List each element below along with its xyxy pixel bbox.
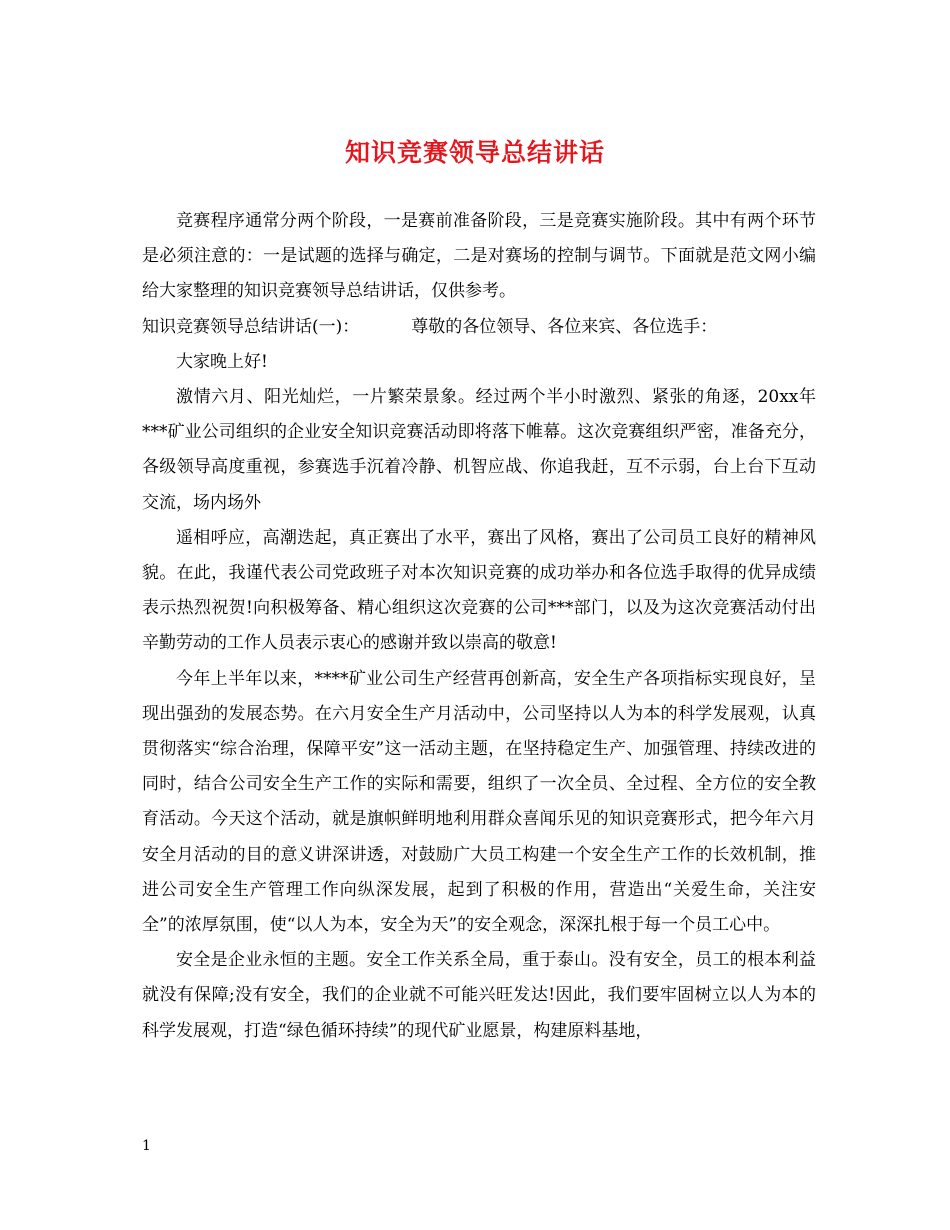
greeting: 大家晚上好! <box>176 351 268 372</box>
document-body <box>142 204 816 1049</box>
body-paragraph: 激情六月、阳光灿烂，一片繁荣景象。经过两个半小时激烈、紧张的角逐，20xx年***矿业公司组织的企业安全知识竞赛活动即将落下帷幕。这次竞赛组织严密，准备充分，各级领导高度重视，参赛选手沉着冷静、机智应战、你追我赶，互不示弱，台上台下互动交流，场内场外 <box>142 387 816 513</box>
document-title: 知识竞赛领导总结讲话 <box>344 138 605 167</box>
body-paragraph: 安全是企业永恒的主题。安全工作关系全局，重于泰山。没有安全，员工的根本利益就没有保障;没有安全，我们的企业就不可能兴旺发达!因此，我们要牢固树立以人为本的科学发展观，打造“绿色循环持续”的现代矿业愿景，构建原料基地， <box>142 950 816 1041</box>
intro-paragraph: 竞赛程序通常分两个阶段，一是赛前准备阶段，三是竞赛实施阶段。其中有两个环节是必须注意的：一是试题的选择与确定，二是对赛场的控制与调节。下面就是范文网小编给大家整理的知识竞赛领导总结讲话，仅供参考。 <box>142 211 816 302</box>
section-heading: 知识竞赛领导总结讲话(一)： <box>142 316 360 337</box>
section-heading-line <box>142 310 816 345</box>
body-paragraph: 遥相呼应，高潮迭起，真正赛出了水平，赛出了风格，赛出了公司员工良好的精神风貌。在此，我谨代表公司党政班子对本次知识竞赛的成功举办和各位选手取得的优异成绩表示热烈祝贺!向积极筹备、精心组织这次竞赛的公司***部门，以及为这次竞赛活动付出辛勤劳动的工作人员表示衷心的感谢并致以崇高的敬意! <box>142 527 816 654</box>
page-number: 1 <box>142 1138 151 1154</box>
salutation: 尊敬的各位领导、各位来宾、各位选手： <box>411 316 718 337</box>
body-paragraph: 今年上半年以来，****矿业公司生产经营再创新高，安全生产各项指标实现良好，呈现出强劲的发展态势。在六月安全生产月活动中，公司坚持以人为本的科学发展观，认真贯彻落实“综合治理，保障平安”这一活动主题，在坚持稳定生产、加强管理、持续改进的同时，结合公司安全生产工作的实际和需要，组织了一次全员、全过程、全方位的安全教育活动。今天这个活动，就是旗帜鲜明地利用群众喜闻乐见的知识竞赛形式，把今年六月安全月活动的目的意义讲深讲透，对鼓励广大员工构建一个安全生产工作的长效机制，推进公司安全生产管理工作向纵深发展，起到了积极的作用，营造出“关爱生命，关注安全”的浓厚氛围，使“以人为本，安全为天”的安全观念，深深扎根于每一个员工心中。 <box>142 668 816 936</box>
